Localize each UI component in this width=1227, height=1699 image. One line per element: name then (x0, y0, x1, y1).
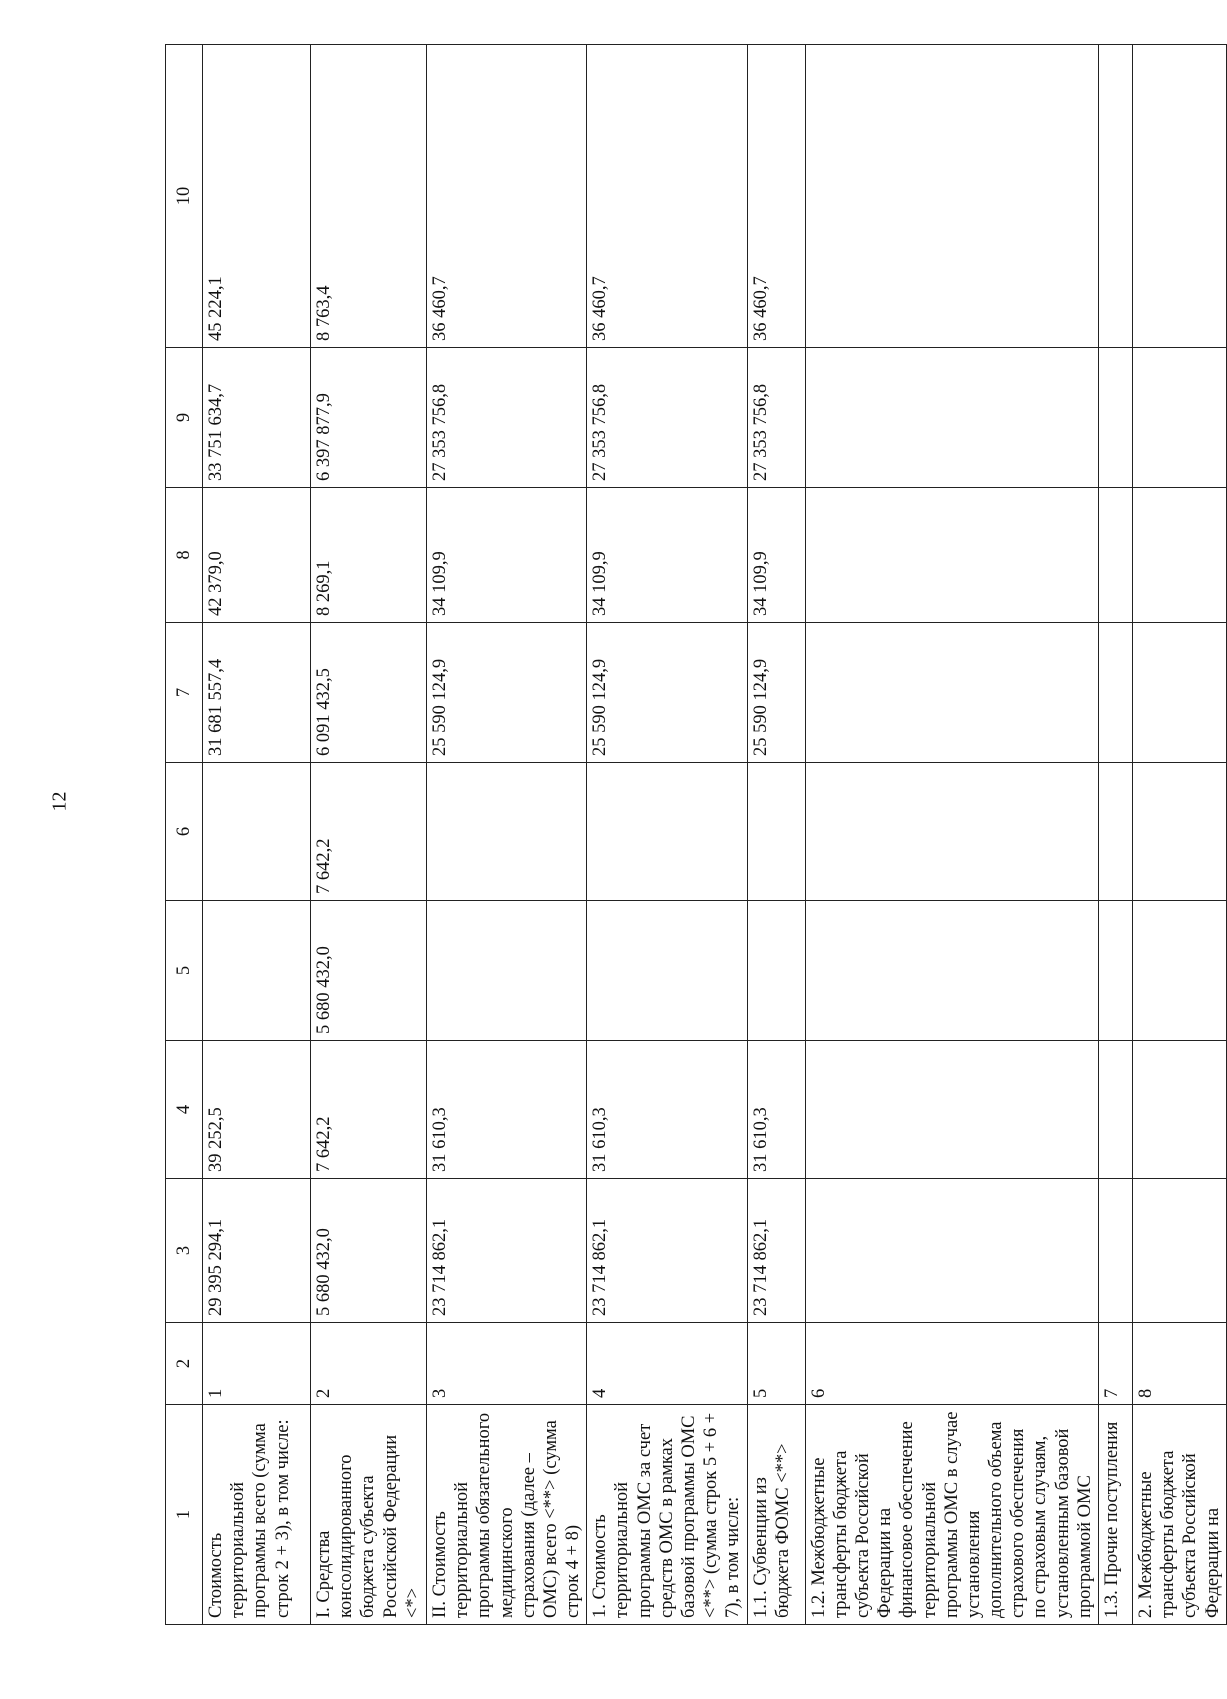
value-cell (805, 763, 1098, 901)
table-wrapper (165, 45, 1223, 1625)
value-cell (1133, 901, 1227, 1041)
value-cell (587, 901, 747, 1041)
table-row (311, 45, 427, 1625)
value-cell: 7 642,2 (311, 763, 427, 901)
table-header-row (166, 45, 203, 1625)
value-cell (1133, 45, 1227, 348)
value-cell: 5 680 432,0 (311, 1179, 427, 1323)
header-cell: 7 (166, 623, 203, 763)
financing-table (165, 44, 1227, 1625)
value-cell (805, 1179, 1098, 1323)
value-cell: 42 379,0 (203, 488, 311, 623)
value-cell: 31 610,3 (426, 1041, 586, 1179)
header-cell: 4 (166, 1041, 203, 1179)
table-row (1099, 45, 1133, 1625)
value-cell (805, 623, 1098, 763)
row-label-cell: II. Стоимость территориальной программы обязательного медицинского страхования (далее – ОМС) всего <**> (сумма строк 4 + 8) (426, 1405, 586, 1625)
header-cell: 8 (166, 488, 203, 623)
value-cell: 34 109,9 (426, 488, 586, 623)
value-cell: 34 109,9 (587, 488, 747, 623)
value-cell: 25 590 124,9 (747, 623, 805, 763)
value-cell: 34 109,9 (747, 488, 805, 623)
row-number-cell: 4 (587, 1323, 747, 1405)
header-cell: 6 (166, 763, 203, 901)
value-cell: 29 395 294,1 (203, 1179, 311, 1323)
row-label-cell: 1.2. Межбюджетные трансферты бюджета субъекта Российской Федерации на финансовое обеспечение территориальной программы ОМС в случае установления дополнительного объема страхового обеспечения по страховым случаям, установленным базовой программой ОМС (805, 1405, 1098, 1625)
value-cell (1133, 488, 1227, 623)
value-cell: 25 590 124,9 (587, 623, 747, 763)
value-cell: 25 590 124,9 (426, 623, 586, 763)
value-cell: 23 714 862,1 (587, 1179, 747, 1323)
value-cell: 6 397 877,9 (311, 348, 427, 488)
value-cell: 31 610,3 (587, 1041, 747, 1179)
value-cell (805, 45, 1098, 348)
value-cell (1133, 763, 1227, 901)
value-cell: 8 269,1 (311, 488, 427, 623)
table-row (587, 45, 747, 1625)
value-cell: 45 224,1 (203, 45, 311, 348)
value-cell (1133, 623, 1227, 763)
value-cell: 23 714 862,1 (426, 1179, 586, 1323)
value-cell: 27 353 756,8 (587, 348, 747, 488)
value-cell (1099, 1041, 1133, 1179)
row-number-cell: 1 (203, 1323, 311, 1405)
value-cell (587, 763, 747, 901)
row-number-cell: 5 (747, 1323, 805, 1405)
value-cell (1099, 45, 1133, 348)
value-cell (203, 763, 311, 901)
value-cell: 31 681 557,4 (203, 623, 311, 763)
table-row (805, 45, 1098, 1625)
table-row (1133, 45, 1227, 1625)
header-cell: 10 (166, 45, 203, 348)
value-cell (426, 763, 586, 901)
value-cell: 7 642,2 (311, 1041, 427, 1179)
table-row (203, 45, 311, 1625)
value-cell (1133, 1179, 1227, 1323)
header-cell: 5 (166, 901, 203, 1041)
value-cell: 8 763,4 (311, 45, 427, 348)
value-cell (1133, 1041, 1227, 1179)
value-cell: 36 460,7 (747, 45, 805, 348)
value-cell (805, 348, 1098, 488)
header-cell: 2 (166, 1323, 203, 1405)
value-cell: 27 353 756,8 (426, 348, 586, 488)
value-cell: 31 610,3 (747, 1041, 805, 1179)
table-row (426, 45, 586, 1625)
value-cell (1099, 348, 1133, 488)
value-cell (1133, 348, 1227, 488)
page-number: 12 (48, 791, 71, 812)
value-cell (203, 901, 311, 1041)
row-label-cell: 1.1. Субвенции из бюджета ФОМС <**> (747, 1405, 805, 1625)
value-cell: 36 460,7 (426, 45, 586, 348)
table-row (747, 45, 805, 1625)
value-cell (805, 901, 1098, 1041)
value-cell: 36 460,7 (587, 45, 747, 348)
rotated-table-container (165, 45, 1223, 1625)
row-number-cell: 3 (426, 1323, 586, 1405)
value-cell: 5 680 432,0 (311, 901, 427, 1041)
value-cell: 27 353 756,8 (747, 348, 805, 488)
header-cell: 9 (166, 348, 203, 488)
row-label-cell: I. Средства консолидированного бюджета субъекта Российской Федерации <*> (311, 1405, 427, 1625)
value-cell (1099, 1179, 1133, 1323)
value-cell (747, 901, 805, 1041)
row-number-cell: 8 (1133, 1323, 1227, 1405)
value-cell (1099, 901, 1133, 1041)
row-number-cell: 2 (311, 1323, 427, 1405)
row-number-cell: 7 (1099, 1323, 1133, 1405)
value-cell: 39 252,5 (203, 1041, 311, 1179)
row-label-cell: Стоимость территориальной программы всего (сумма строк 2 + 3), в том числе: (203, 1405, 311, 1625)
row-label-cell: 2. Межбюджетные трансферты бюджета субъекта Российской Федерации на (1133, 1405, 1227, 1625)
value-cell (805, 488, 1098, 623)
value-cell (1099, 763, 1133, 901)
value-cell: 33 751 634,7 (203, 348, 311, 488)
value-cell: 6 091 432,5 (311, 623, 427, 763)
value-cell (805, 1041, 1098, 1179)
header-cell: 3 (166, 1179, 203, 1323)
row-label-cell: 1. Стоимость территориальной программы ОМС за счет средств ОМС в рамках базовой программы ОМС <**> (сумма строк 5 + 6 + 7), в том числе: (587, 1405, 747, 1625)
row-label-cell: 1.3. Прочие поступления (1099, 1405, 1133, 1625)
value-cell (747, 763, 805, 901)
value-cell (1099, 488, 1133, 623)
value-cell: 23 714 862,1 (747, 1179, 805, 1323)
value-cell (426, 901, 586, 1041)
value-cell (1099, 623, 1133, 763)
header-cell: 1 (166, 1405, 203, 1625)
row-number-cell: 6 (805, 1323, 1098, 1405)
